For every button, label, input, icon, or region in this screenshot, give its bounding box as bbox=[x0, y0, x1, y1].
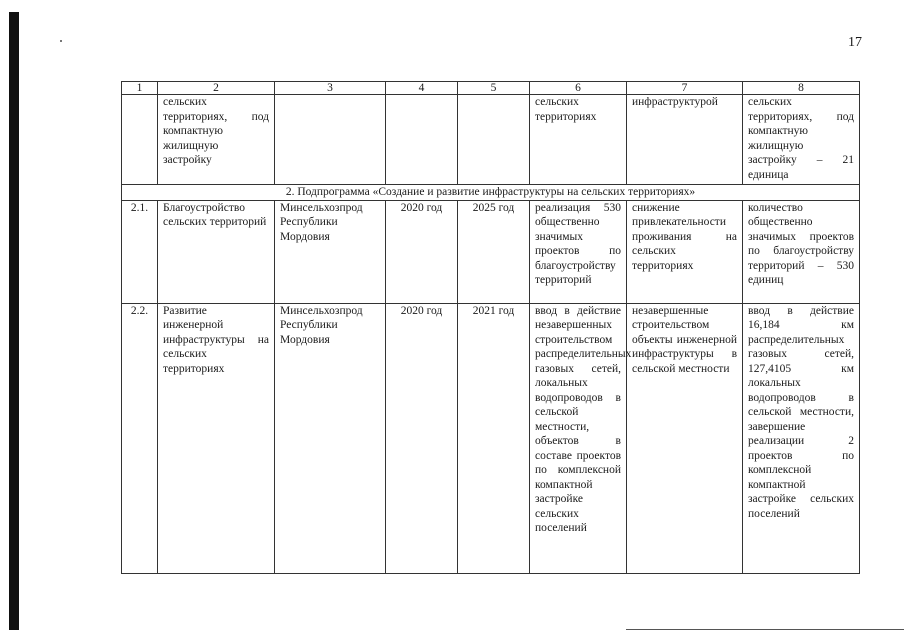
row-indicator: количество общественно значимых проектов по благоустройству территорий – 530 единиц bbox=[743, 200, 860, 303]
row-number: 2.1. bbox=[122, 200, 158, 303]
row-name: Благоустройство сельских территорий bbox=[158, 200, 275, 303]
table-row bbox=[122, 95, 860, 185]
header-cell: 1 bbox=[122, 82, 158, 95]
cont-start-cell bbox=[386, 95, 458, 185]
cont-content-cell: сельских территориях bbox=[530, 95, 627, 185]
row-consequence: снижение привлекательности проживания на сельских территориях bbox=[627, 200, 743, 303]
row-executor: Минсельхозпрод Республики Мордовия bbox=[275, 303, 386, 573]
row-end-year: 2025 год bbox=[458, 200, 530, 303]
row-start-year: 2020 год bbox=[386, 200, 458, 303]
row-consequence: незавершенные строительством объекты инженерной инфраструктуры в сельской местности bbox=[627, 303, 743, 573]
scan-speck bbox=[60, 40, 62, 42]
row-number: 2.2. bbox=[122, 303, 158, 573]
row-start-year: 2020 год bbox=[386, 303, 458, 573]
header-cell: 2 bbox=[158, 82, 275, 95]
row-content: реализация 530 общественно значимых проектов по благоустройству территорий bbox=[530, 200, 627, 303]
cont-name-cell: сельских территориях, под компактную жилищную застройку bbox=[158, 95, 275, 185]
header-cell: 8 bbox=[743, 82, 860, 95]
row-executor: Минсельхозпрод Республики Мордовия bbox=[275, 200, 386, 303]
cont-indicator-cell: сельских территориях, под компактную жилищную застройку – 21 единица bbox=[743, 95, 860, 185]
cont-num-cell bbox=[122, 95, 158, 185]
row-end-year: 2021 год bbox=[458, 303, 530, 573]
row-content: ввод в действие незавершенных строительством распределительных газовых сетей, локальных водопроводов в сельской местности, объектов в составе проектов по комплексной компактной застройке сельских поселений bbox=[530, 303, 627, 573]
table-row bbox=[122, 303, 860, 573]
section-row bbox=[122, 185, 860, 201]
cont-executor-cell bbox=[275, 95, 386, 185]
table-header-row bbox=[122, 82, 860, 95]
page-number: 17 bbox=[848, 35, 862, 50]
header-cell: 5 bbox=[458, 82, 530, 95]
cont-consequence-cell: инфраструктурой bbox=[627, 95, 743, 185]
program-table bbox=[121, 81, 860, 574]
row-indicator: ввод в действие 16,184 км распределительных газовых сетей, 127,4105 км локальных водопроводов в сельской местности, завершение реализации 2 проектов по комплексной компактной застройке сельских поселений bbox=[743, 303, 860, 573]
table-row bbox=[122, 200, 860, 303]
scan-edge-bar bbox=[9, 12, 19, 630]
bottom-rule bbox=[626, 629, 904, 630]
header-cell: 6 bbox=[530, 82, 627, 95]
cont-end-cell bbox=[458, 95, 530, 185]
header-cell: 7 bbox=[627, 82, 743, 95]
header-cell: 4 bbox=[386, 82, 458, 95]
section-title: 2. Подпрограмма «Создание и развитие инфраструктуры на сельских территориях» bbox=[122, 185, 860, 201]
header-cell: 3 bbox=[275, 82, 386, 95]
row-name: Развитие инженерной инфраструктуры на сельских территориях bbox=[158, 303, 275, 573]
